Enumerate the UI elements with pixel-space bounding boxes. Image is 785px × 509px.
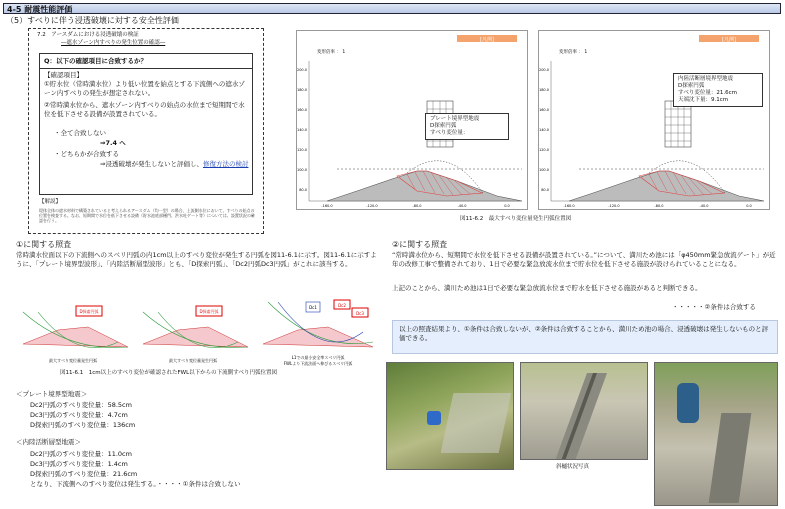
- summary-box: [392, 320, 778, 354]
- legend-line-3: すべり変位量：: [430, 130, 469, 136]
- manual-excerpt-box: [28, 28, 264, 234]
- chart-left-header-tag-text: [凡例]: [480, 37, 494, 43]
- check-title: 【確認項目】: [44, 71, 83, 79]
- chart-left-ytick: 160.0: [297, 108, 307, 112]
- inland-title: ＜内陸活断層型地震＞: [16, 438, 81, 446]
- bullet-2: ・どちらかが合致する: [54, 150, 119, 158]
- check-box: [39, 53, 253, 195]
- chart-right-scale-label: 変形倍率 ： 1: [559, 50, 588, 55]
- chart-left-xtick: 0.0: [504, 204, 510, 208]
- diag-sub-3: L1での最小安全率スベリ円弧: [291, 355, 345, 360]
- bullet-1: ・全て合致しない: [54, 129, 106, 137]
- chart-left-yticks: [297, 68, 307, 192]
- dam-body: [569, 171, 764, 201]
- chart-left-ytick: 180.0: [297, 88, 307, 92]
- chart-right-ytick: 120.0: [539, 148, 549, 152]
- chart-left: [296, 30, 528, 210]
- chart-right-legend: [673, 73, 763, 107]
- plate-row-3: D探索円弧のすべり変位量：136cm: [30, 421, 136, 429]
- chart-right-xtick: -120.0: [608, 204, 620, 208]
- chart-left-ytick: 100.0: [297, 168, 307, 172]
- diag-sub-1: 最大すべり変位量発生円弧: [49, 358, 97, 363]
- photo-gate-3: [654, 362, 778, 506]
- condition-2-result: ・・・・・②条件は合致する: [672, 303, 756, 311]
- diag-label-dsearch: D探索円弧: [79, 309, 99, 314]
- page-title: 4-5 耐震性能評価: [7, 5, 73, 14]
- arc-diagram-2: [143, 306, 248, 363]
- summary-text: 以上の照査結果より、①条件は合致しないが、②条件は合致することから、満川ため池の場合、浸透破壊は発生しないものと評価できる。: [399, 325, 769, 342]
- photo-gate-2: [520, 362, 648, 460]
- chart-right-ytick: 200.0: [539, 68, 549, 72]
- inland-row-1: Dc2円弧のすべり変位量：11.0cm: [30, 450, 132, 458]
- chart-left-ytick: 200.0: [297, 68, 307, 72]
- note-title: 【解説】: [39, 199, 62, 205]
- dam-body: [327, 171, 522, 201]
- chart-left-xtick: -120.0: [366, 204, 378, 208]
- note-text: 堤体全体の遮水材料で構築されていると考えられるアースダム（均一型）の場合、上流側水位において、すべりの始点の位置を検査する。なお、短期間で水位を低下させる設備（貯水池底部樋門、洪水吐ゲート等）については、設置状況の確認を行う。: [39, 208, 255, 223]
- chart-left-xticks: [321, 204, 509, 208]
- chart-left-ytick: 80.0: [299, 188, 307, 192]
- chart-right-svg: [539, 31, 769, 209]
- chart-right-xticks: [563, 204, 751, 208]
- chart-right-header-tag-text: [凡例]: [722, 37, 736, 43]
- legend-line-3: すべり変位量：21.6cm: [678, 90, 738, 96]
- chart-left-ytick: 140.0: [297, 128, 307, 132]
- chart-right-xtick: -160.0: [563, 204, 575, 208]
- arc-diagrams-svg: [18, 282, 378, 368]
- chart-left-legend: [425, 113, 509, 140]
- diag-label-dsearch-2: D探索円弧: [199, 309, 219, 314]
- bullet-2-result-text: ⇒浸透破壊が発生しないと評価し、: [100, 160, 203, 168]
- photo-caption: 斜樋状況写真: [556, 464, 590, 470]
- left-section-para: 常時満水位面以下の下流側へのスベリ円弧の内1cm以上のすべり変位が発生する円弧を図11-6.1に示す。図11-6.1に示すように、「プレート境界型波形」、「内陸活断層型波形」とも、「D探索円弧」、「Dc2円弧Dc3円弧」がこれに該当する。: [16, 251, 377, 268]
- chart-left-xtick: -160.0: [321, 204, 333, 208]
- chart-right-xtick: -80.0: [654, 204, 664, 208]
- question-text: Q：以下の確認項目に合致するか？: [44, 57, 148, 65]
- chart-caption: 図11-6.2 最大すべり変位量発生円弧位置図: [460, 216, 572, 222]
- chart-left-xtick: -80.0: [412, 204, 422, 208]
- diag-sub-2: 最大すべり変位量発生円弧: [169, 358, 217, 363]
- arc-diagrams: [18, 282, 378, 368]
- repair-method-link[interactable]: 修復方法の検討: [202, 160, 249, 168]
- chart-left-ytick: 120.0: [297, 148, 307, 152]
- right-section-heading: ②に関する照査: [392, 240, 448, 249]
- concrete-shape: [441, 393, 512, 453]
- arc-diagram-1: [23, 306, 128, 363]
- figure-11-6-1-caption: 図11-6.1 1cm以上のすべり変位が確認されたFWL以下からの下流側すべり円弧位置図: [60, 370, 278, 376]
- right-section-para-2: 上記のことから、満川ため池は1日で必要な緊急放流水位まで貯水を低下させる施設があると判断できる。: [392, 284, 702, 292]
- manual-subheading: ―遮水ゾーン内すべりの発生位置の確認―: [61, 40, 166, 46]
- arc-diagram-3: [263, 300, 373, 366]
- photo-gate-1: [386, 362, 514, 470]
- chart-right-ytick: 100.0: [539, 168, 549, 172]
- chart-right-yticks: [539, 68, 549, 192]
- bullet-2-result: [100, 160, 248, 169]
- page-title-bar: [3, 3, 781, 14]
- check-item-1: ①貯水位（常時満水位）より低い位置を始点とする下流側への遮水ゾーン内すべりの発生が想定されない。: [44, 80, 245, 97]
- divider: [40, 68, 252, 69]
- diag-label-dc3: Dc3: [356, 311, 364, 316]
- diag-sub-3b: FWLより下流法面へ伸びるスベリ円弧: [283, 361, 353, 366]
- chart-right-ytick: 80.0: [541, 188, 549, 192]
- plate-row-2: Dc3円弧のすべり変位量：4.7cm: [30, 411, 128, 419]
- inland-row-2: Dc3円弧のすべり変位量：1.4cm: [30, 460, 128, 468]
- chart-right-ytick: 160.0: [539, 108, 549, 112]
- bullet-1-result: ⇒7.4 へ: [100, 139, 126, 147]
- chart-right-xtick: 0.0: [746, 204, 752, 208]
- chart-right-xtick: -40.0: [699, 204, 709, 208]
- legend-line-2: D探索円弧: [430, 123, 457, 129]
- chart-left-scale-label: 変形倍率 ： 1: [317, 50, 346, 55]
- chart-left-xtick: -40.0: [457, 204, 467, 208]
- manual-heading: 7.2 アースダムにおける浸透破壊の検証: [37, 32, 139, 38]
- grid-block: [665, 101, 691, 147]
- right-section-para-1: “常時満水位から、短期間で水位を低下させる設備が設置されている。”について、満川ため池には「φ450mm緊急放流ゲート」が近年の改修工事で整備されており、1日で必要な緊急放流水位まで貯水位を低下させる施設が設けられていることになる。: [392, 251, 776, 268]
- plate-title: ＜プレート境界型地震＞: [16, 390, 88, 398]
- legend-line-2: D探索円弧: [678, 83, 705, 89]
- legend-line-1: 内陸活断層境界型地震: [678, 76, 734, 82]
- legend-line-1: プレート境界型地震: [430, 116, 480, 122]
- worker-shape: [677, 383, 699, 423]
- diag-label-dc1: Dc1: [309, 305, 317, 310]
- plate-row-1: Dc2円弧のすべり変位量：58.5cm: [30, 401, 132, 409]
- legend-line-4: 天端沈下量：9.1cm: [678, 97, 729, 103]
- gate-structure-shape: [709, 413, 752, 503]
- section-title: （5）すべりに伴う浸透破壊に対する安全性評価: [6, 16, 179, 25]
- check-item-2: ②常時満水位から、遮水ゾーン内すべりの始点の水位まで短期間で水位を低下させる設備が設置されている。: [44, 101, 245, 118]
- chart-right-ytick: 140.0: [539, 128, 549, 132]
- inland-row-3: D探索円弧のすべり変位量：21.6cm: [30, 470, 138, 478]
- valve-shape: [427, 411, 441, 425]
- chart-right: [538, 30, 770, 210]
- diag-label-dc2: Dc2: [338, 303, 346, 308]
- left-section-heading: ①に関する照査: [16, 240, 72, 249]
- conclusion-1: となり、下流側へのすべり変位は発生する。・・・・①条件は合致しない: [30, 480, 241, 488]
- chart-right-ytick: 180.0: [539, 88, 549, 92]
